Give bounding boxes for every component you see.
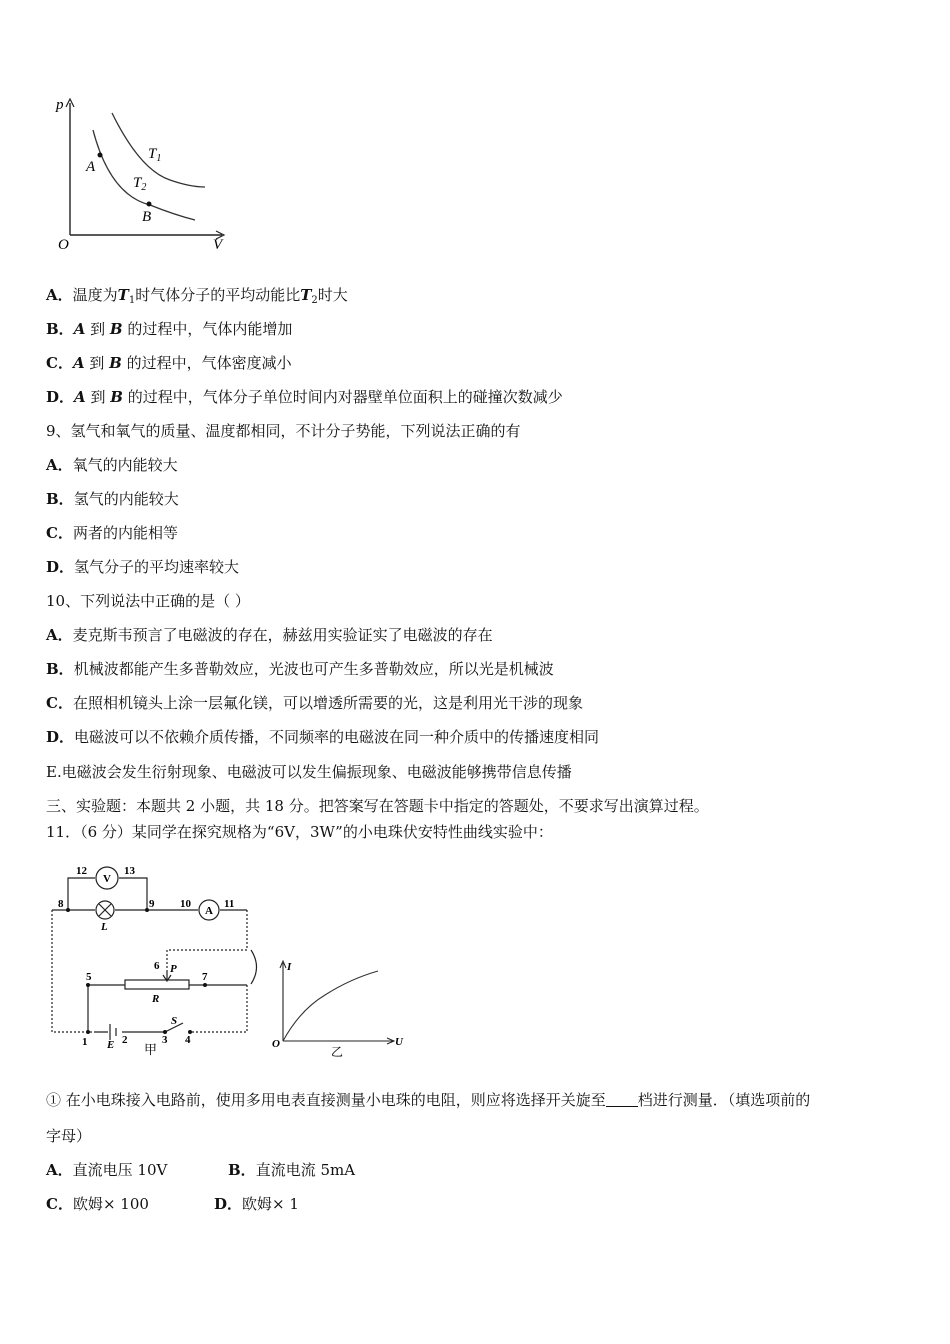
wire-rheostat <box>88 985 247 1032</box>
node-label-2: 2 <box>122 1034 128 1046</box>
node-label-6: 6 <box>154 960 160 972</box>
voltmeter-label: V <box>103 873 111 885</box>
pv-graph <box>50 95 230 255</box>
q9-stem: 9、氢气和氧气的质量、温度都相同，不计分子势能，下列说法正确的有 <box>46 422 521 440</box>
lamp-cross <box>99 904 111 916</box>
node-label-7: 7 <box>202 971 208 983</box>
q10-option-c: C．在照相机镜头上涂一层氟化镁，可以增透所需要的光，这是利用光干涉的现象 <box>46 694 583 712</box>
section-3-heading: 三、实验题：本题共 2 小题，共 18 分。把答案写在答题卡中指定的答题处，不要求写出演算过程。 <box>46 797 709 815</box>
q10-option-e: E.电磁波会发生衍射现象、电磁波可以发生偏振现象、电磁波能够携带信息传播 <box>46 763 572 781</box>
pv-label-o: O <box>58 237 69 253</box>
node-label-1: 1 <box>82 1036 88 1048</box>
q11-option-a: A．直流电压 10V <box>46 1161 168 1179</box>
battery-label: E <box>107 1039 115 1051</box>
curve-t2 <box>93 130 195 220</box>
node-dot <box>203 983 207 987</box>
q8-option-a: A．温度为$T_1$时气体分子的平均动能比$T_2$时大 <box>46 286 348 306</box>
node-label-3: 3 <box>162 1034 168 1046</box>
q11-option-b: B．直流电流 5mA <box>228 1161 356 1179</box>
node-dot <box>86 1030 90 1034</box>
q11-sub1-line1: ① 在小电珠接入电路前，使用多用电表直接测量小电珠的电阻，则应将选择开关旋至 档进行测量．（填选项前的 <box>46 1091 811 1109</box>
node-label-4: 4 <box>185 1034 191 1046</box>
q10-option-a: A．麦克斯韦预言了电磁波的存在，赫兹用实验证实了电磁波的存在 <box>46 626 493 644</box>
iu-label-i: I <box>287 961 292 973</box>
battery-plates <box>110 1024 116 1040</box>
node-label-12: 12 <box>76 865 87 877</box>
node-label-9: 9 <box>149 898 155 910</box>
rheostat-body <box>125 980 189 989</box>
pv-label-b: B <box>142 209 152 225</box>
rheostat-label: R <box>152 993 160 1005</box>
pv-label-p: p <box>56 97 64 113</box>
q11-option-c: C．欧姆× 100 <box>46 1195 149 1213</box>
ammeter-label: A <box>205 905 213 917</box>
pv-label-t1: $T_1$ <box>148 146 162 164</box>
node-label-11: 11 <box>224 898 235 910</box>
point-b-marker <box>147 202 152 207</box>
circuit-caption: 甲 <box>144 1042 158 1057</box>
iu-curve <box>283 971 378 1041</box>
node-dot <box>66 908 70 912</box>
q11-stem: 11．（6 分）某同学在探究规格为“6V，3W”的小电珠伏安特性曲线实验中： <box>46 823 553 841</box>
wire-curve <box>251 950 257 984</box>
q11-sub1-line2: 字母） <box>46 1127 92 1145</box>
q10-stem: 10、下列说法中正确的是（ ） <box>46 592 250 610</box>
point-a-marker <box>98 153 103 158</box>
q9-option-c: C．两者的内能相等 <box>46 524 178 542</box>
pv-label-t2: $T_2$ <box>133 175 147 193</box>
q9-option-b: B．氢气的内能较大 <box>46 490 179 508</box>
iu-label-o: O <box>272 1038 280 1050</box>
switch-label: S <box>171 1015 178 1027</box>
node-label-13: 13 <box>124 865 135 877</box>
pv-label-a: A <box>86 159 96 175</box>
node-label-10: 10 <box>180 898 191 910</box>
q8-option-d: D．A 到 B 的过程中，气体分子单位时间内对器壁单位面积上的碰撞次数减少 <box>46 388 563 406</box>
slider-label: P <box>170 963 177 975</box>
q10-option-d: D．电磁波可以不依赖介质传播，不同频率的电磁波在同一种介质中的传播速度相同 <box>46 728 600 746</box>
q9-option-a: A．氧气的内能较大 <box>46 456 178 474</box>
circuit-diagram <box>40 860 265 1060</box>
q9-option-d: D．氢气分子的平均速率较大 <box>46 558 240 576</box>
q8-option-b: B．A 到 B 的过程中，气体内能增加 <box>46 320 293 338</box>
q11-option-d: D．欧姆× 1 <box>214 1195 299 1213</box>
node-dot <box>86 983 90 987</box>
node-label-8: 8 <box>58 898 64 910</box>
node-label-5: 5 <box>86 971 92 983</box>
iu-caption: 乙 <box>331 1045 344 1059</box>
q10-option-b: B．机械波都能产生多普勒效应，光波也可产生多普勒效应，所以光是机械波 <box>46 660 554 678</box>
pv-label-v: V <box>213 237 223 253</box>
iu-graph <box>265 955 410 1065</box>
answer-blank[interactable] <box>606 1092 638 1107</box>
iu-label-u: U <box>395 1036 403 1048</box>
curve-t1 <box>112 113 205 187</box>
lamp-label: L <box>101 921 108 933</box>
q8-option-c: C．A 到 B 的过程中，气体密度减小 <box>46 354 292 372</box>
